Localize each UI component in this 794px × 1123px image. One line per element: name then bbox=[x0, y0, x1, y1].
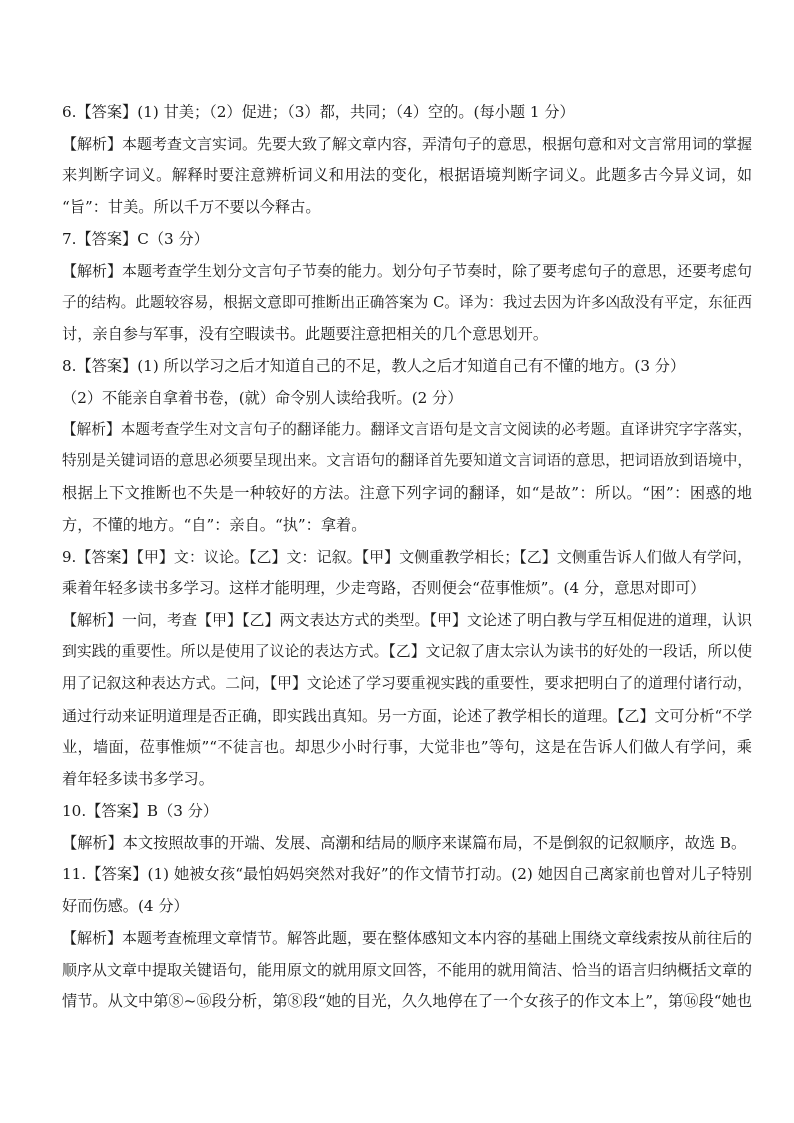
analysis-6-line-3: “旨”：甘美。所以千万不要以今释古。 bbox=[62, 198, 321, 216]
answer-10: 10.【答案】B（3 分） bbox=[62, 802, 219, 820]
analysis-8-line-3: 根据上下文推断也不失是一种较好的方法。注意下列字词的翻译，如“是故”：所以。“困”：困惑的地 bbox=[62, 484, 752, 502]
analysis-9-line-6: 着年轻多读书多学习。 bbox=[62, 770, 214, 788]
analysis-9-line-1: 【解析】一问，考查【甲】【乙】两文表达方式的类型。【甲】文论述了明白教与学互相促进的道理，认识 bbox=[62, 611, 753, 629]
answer-6: 6.【答案】(1) 甘美；（2）促进；（3）都，共同；（4）空的。(每小题 1 分） bbox=[62, 103, 575, 121]
answer-8-part-2: （2）不能亲自拿着书卷，(就）命令别人读给我听。(2 分） bbox=[62, 389, 463, 407]
analysis-8-line-2: 特别是关键词语的意思必须要呈现出来。文言语句的翻译首先要知道文言词语的意思，把词语放到语境中， bbox=[62, 452, 752, 469]
analysis-8-line-4: 方，不懂的地方。“自”：亲自。“执”：拿着。 bbox=[62, 516, 367, 534]
analysis-9-line-2: 到实践的重要性。所以是使用了议论的表达方式。【乙】文记叙了唐太宗认为读书的好处的一段话，所以使 bbox=[62, 643, 752, 660]
answer-9-line-2: 乘着年轻多读书多学习。这样才能明理，少走弯路，否则便会“莅事惟烦”。(4 分，意思对即可） bbox=[62, 579, 706, 597]
answer-7: 7.【答案】C（3 分） bbox=[62, 230, 209, 248]
analysis-9-line-4: 通过行动来证明道理是否正确，即实践出真知。另一方面，论述了教学相长的道理。【乙】文可分析“不学 bbox=[62, 707, 753, 725]
analysis-6-line-1: 【解析】本题考查文言实词。先要大致了解文章内容，弄清句子的意思，根据句意和对文言常用词的掌握 bbox=[62, 135, 753, 153]
analysis-7-line-3: 讨，亲自参与军事，没有空暇读书。此题要注意把相关的几个意思划开。 bbox=[62, 325, 548, 343]
analysis-7-line-2: 子的结构。此题较容易，根据文意即可推断出正确答案为 C。译为：我过去因为许多凶敌没有平定，东征西 bbox=[62, 294, 752, 311]
answer-8-part-1: 8.【答案】(1) 所以学习之后才知道自己的不足，教人之后才知道自己有不懂的地方。(3 分） bbox=[62, 357, 686, 375]
analysis-11-line-3: 情节。从文中第⑧~⑯段分析，第⑧段“她的目光，久久地停在了一个女孩子的作文本上”，第⑯段“她也 bbox=[62, 992, 752, 1010]
analysis-9-line-5: 业，墙面，莅事惟烦”“不徒言也。却思少小时行事，大觉非也”等句，这是在告诉人们做人有学问，乘 bbox=[62, 738, 752, 756]
analysis-11-line-2: 顺序从文章中提取关键语句，能用原文的就用原文回答，不能用的就用简洁、恰当的语言归纳概括文章的 bbox=[62, 961, 753, 979]
analysis-8-line-1: 【解析】本题考查学生对文言句子的翻译能力。翻译文言语句是文言文阅读的必考题。直译讲究字字落实， bbox=[62, 421, 752, 438]
answer-11-line-2: 好而伤感。(4 分） bbox=[62, 897, 189, 915]
answer-9-line-1: 9.【答案】【甲】文：议论。【乙】文：记叙。【甲】文侧重教学相长；【乙】文侧重告诉人们做人有学问， bbox=[62, 548, 752, 566]
analysis-6-line-2: 来判断字词义。解释时要注意辨析词义和用法的变化，根据语境判断字词义。此题多古今异义词，如 bbox=[62, 166, 752, 184]
analysis-7-line-1: 【解析】本题考查学生划分文言句子节奏的能力。划分句子节奏时，除了要考虑句子的意思，还要考虑句 bbox=[62, 262, 753, 280]
analysis-9-line-3: 用了记叙这种表达方式。二问，【甲】文论述了学习要重视实践的重要性，要求把明白了的道理付诸行动， bbox=[62, 675, 752, 692]
analysis-11-line-1: 【解析】本题考查梳理文章情节。解答此题，要在整体感知文本内容的基础上围绕文章线索按从前往后的 bbox=[62, 929, 753, 947]
answer-11-line-1: 11.【答案】(1) 她被女孩“最怕妈妈突然对我好”的作文情节打动。(2) 她因自己离家前也曾对儿子特别 bbox=[62, 865, 752, 883]
analysis-10: 【解析】本文按照故事的开端、发展、高潮和结局的顺序来谋篇布局，不是倒叙的记叙顺序，故选 B。 bbox=[62, 834, 747, 852]
